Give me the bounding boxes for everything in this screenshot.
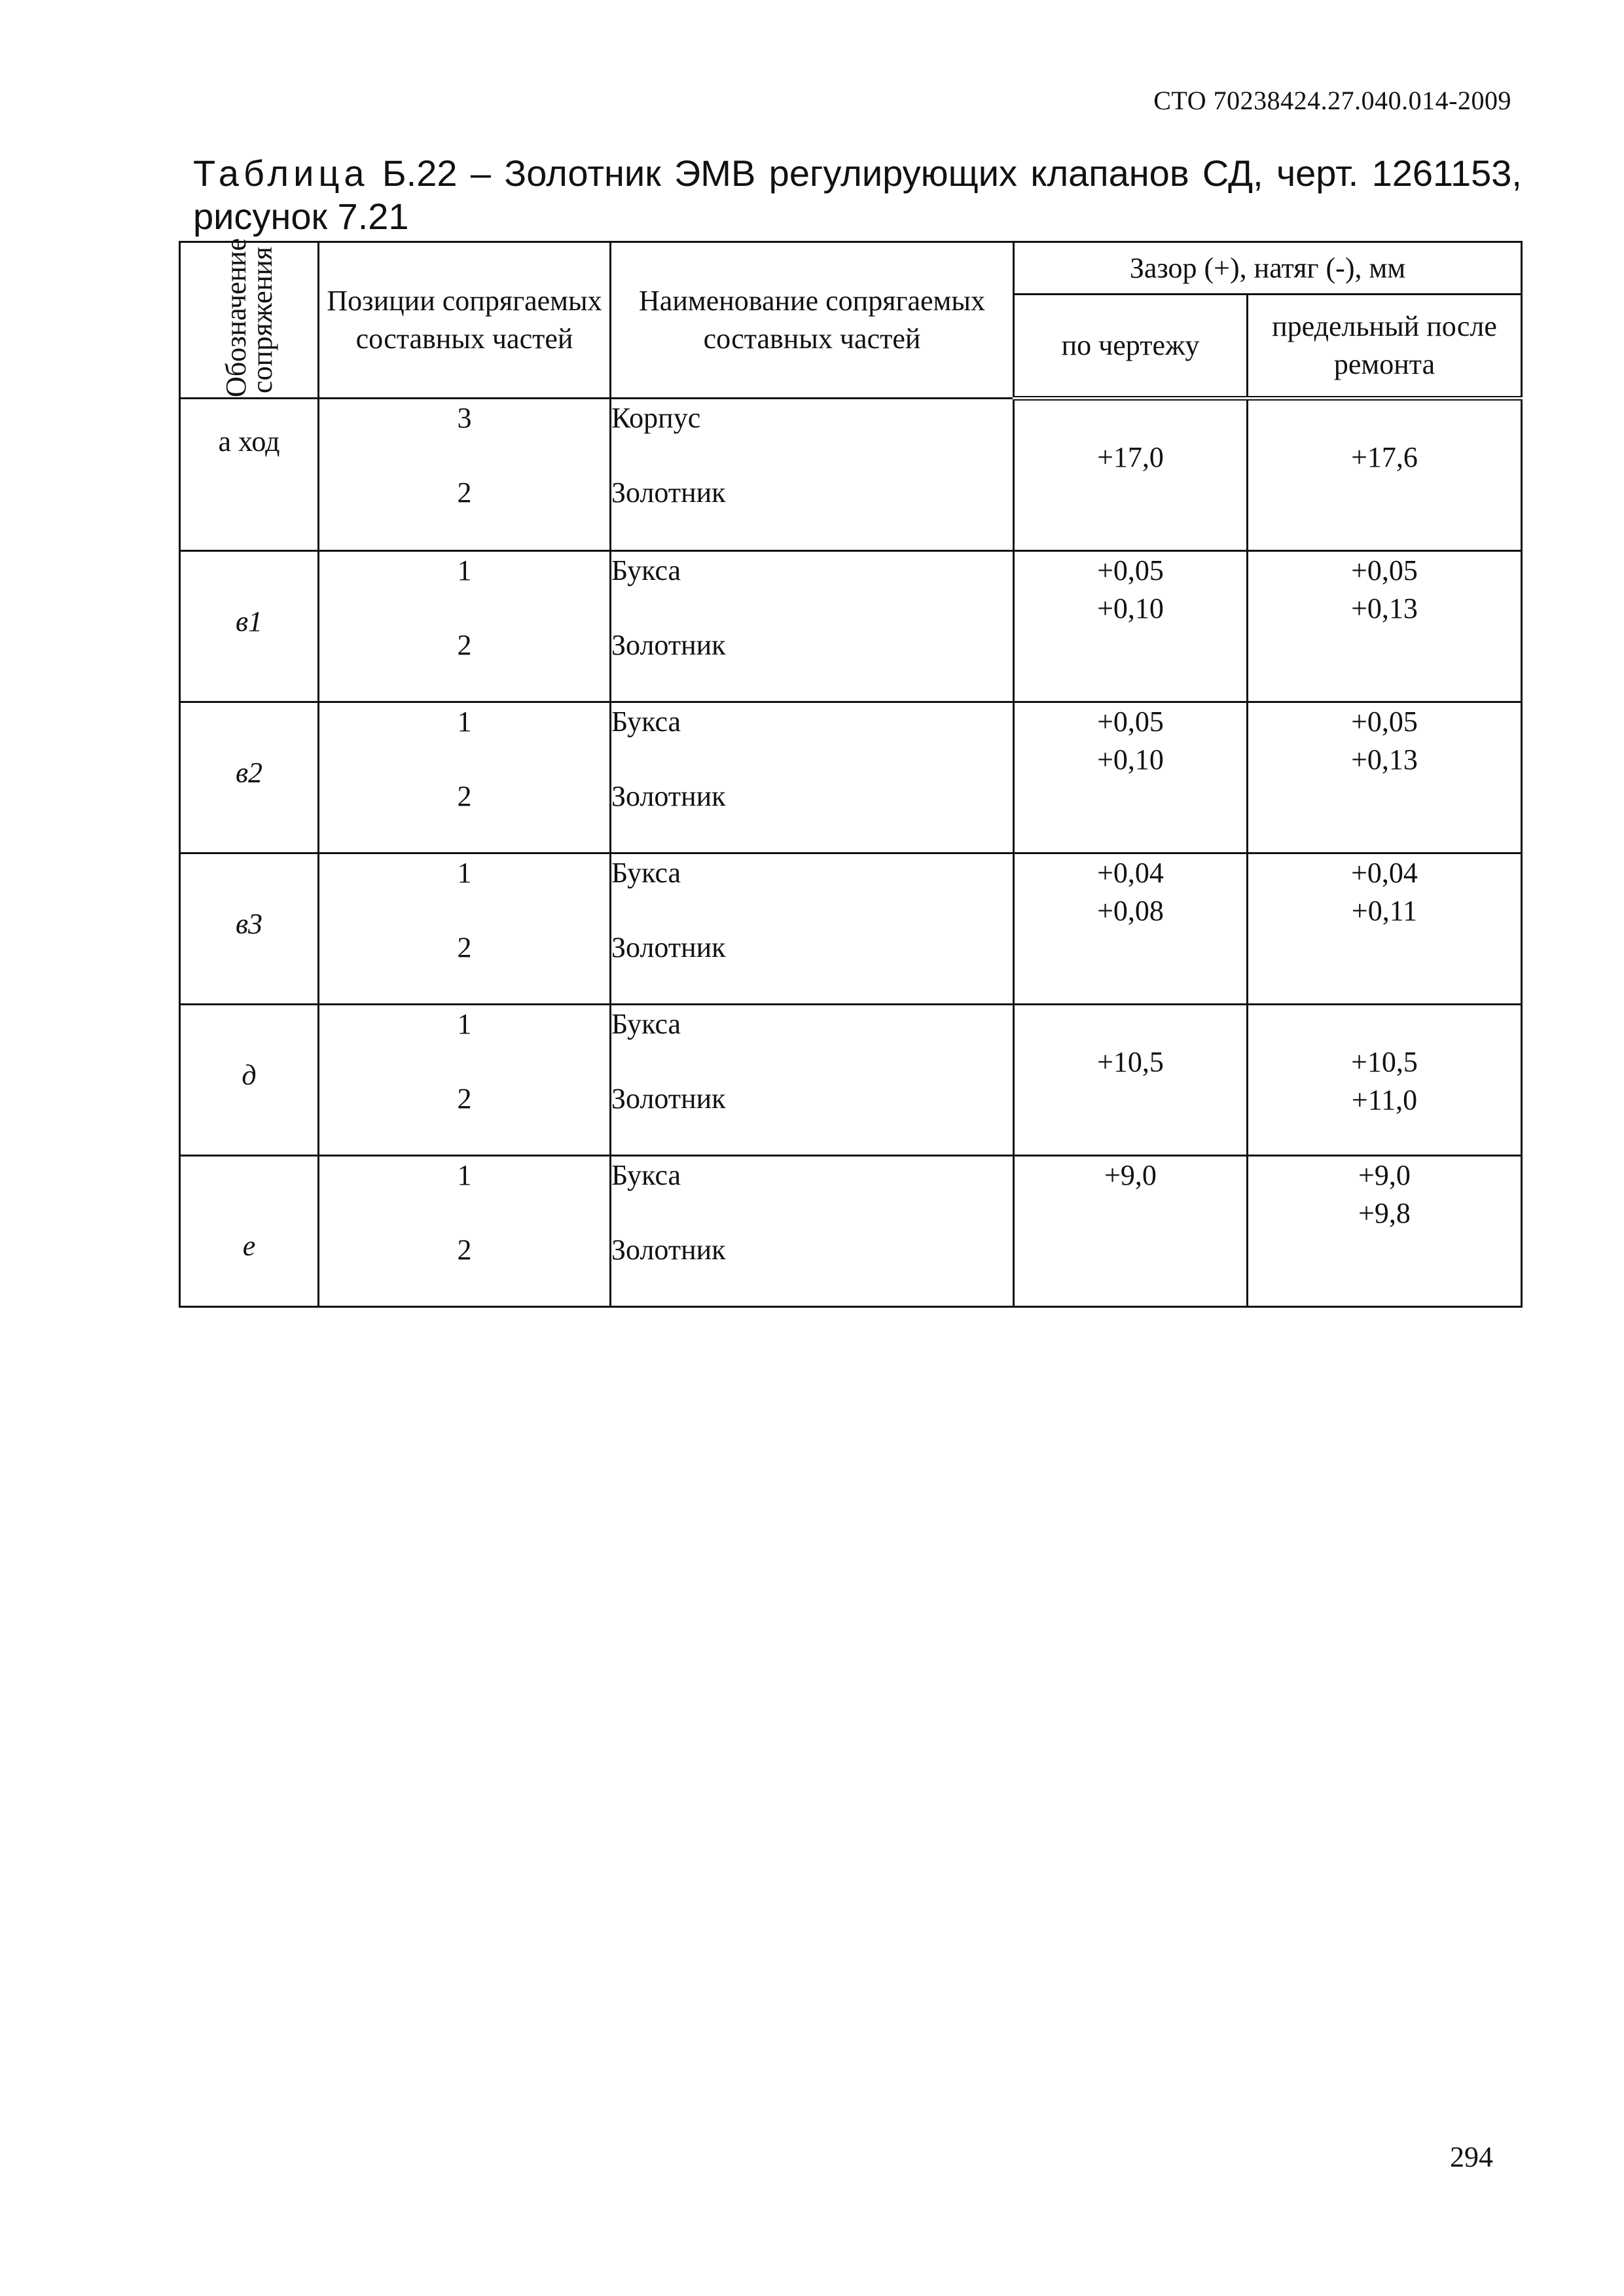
drawing-value-cell: +17,0: [1014, 399, 1248, 551]
mark-cell: д: [180, 1005, 319, 1156]
names-cell: Корпус Золотник: [611, 399, 1014, 551]
document-code: СТО 70238424.27.040.014-2009: [1153, 86, 1511, 115]
drawing-value-cell: +0,04 +0,08: [1014, 853, 1248, 1005]
header-row-1: [180, 242, 1522, 295]
drawing-value-cell: +10,5: [1014, 1005, 1248, 1156]
positions-cell: 1 2: [319, 853, 611, 1005]
positions-cell: 1 2: [319, 702, 611, 853]
header-mark: Обозначение сопряжения: [180, 242, 319, 399]
table-row: [180, 702, 1522, 853]
header-names: Наименование сопрягаемых составных частей: [611, 242, 1014, 399]
names-cell: Букса Золотник: [611, 551, 1014, 702]
mark-cell: в3: [180, 853, 319, 1005]
positions-cell: 1 2: [319, 1005, 611, 1156]
mark-cell: е: [180, 1156, 319, 1307]
limit-value-cell: +10,5 +11,0: [1248, 1005, 1522, 1156]
mark-cell: в1: [180, 551, 319, 702]
names-cell: Букса Золотник: [611, 853, 1014, 1005]
header-positions: Позиции сопрягаемых составных частей: [319, 242, 611, 399]
table-row: [180, 853, 1522, 1005]
mark-cell: а ход: [180, 399, 319, 551]
table-row: [180, 399, 1522, 551]
table-caption: [193, 152, 1522, 238]
drawing-value-cell: +9,0: [1014, 1156, 1248, 1307]
positions-cell: 3 2: [319, 399, 611, 551]
header-limit: предельный после ремонта: [1248, 295, 1522, 399]
caption-label: Таблица: [193, 152, 369, 194]
table-row: [180, 1005, 1522, 1156]
limit-value-cell: +0,05 +0,13: [1248, 551, 1522, 702]
limit-value-cell: +17,6: [1248, 399, 1522, 551]
drawing-value-cell: +0,05 +0,10: [1014, 702, 1248, 853]
mark-cell: в2: [180, 702, 319, 853]
names-cell: Букса Золотник: [611, 702, 1014, 853]
table-row: [180, 551, 1522, 702]
clearance-table: [179, 238, 1523, 1308]
positions-cell: 1 2: [319, 551, 611, 702]
header-gap-group: Зазор (+), натяг (-), мм: [1014, 242, 1522, 295]
names-cell: Букса Золотник: [611, 1156, 1014, 1307]
limit-value-cell: +9,0 +9,8: [1248, 1156, 1522, 1307]
table-row: [180, 1156, 1522, 1307]
header-by-drawing: по чертежу: [1014, 295, 1248, 399]
names-cell: Букса Золотник: [611, 1005, 1014, 1156]
caption-text: Б.22 – Золотник ЭМВ регулирующих клапанов СД, черт. 1261153, рисунок 7.21: [193, 152, 1522, 237]
positions-cell: 1 2: [319, 1156, 611, 1307]
limit-value-cell: +0,04 +0,11: [1248, 853, 1522, 1005]
drawing-value-cell: +0,05 +0,10: [1014, 551, 1248, 702]
limit-value-cell: +0,05 +0,13: [1248, 702, 1522, 853]
page-number: 294: [1450, 2141, 1493, 2173]
